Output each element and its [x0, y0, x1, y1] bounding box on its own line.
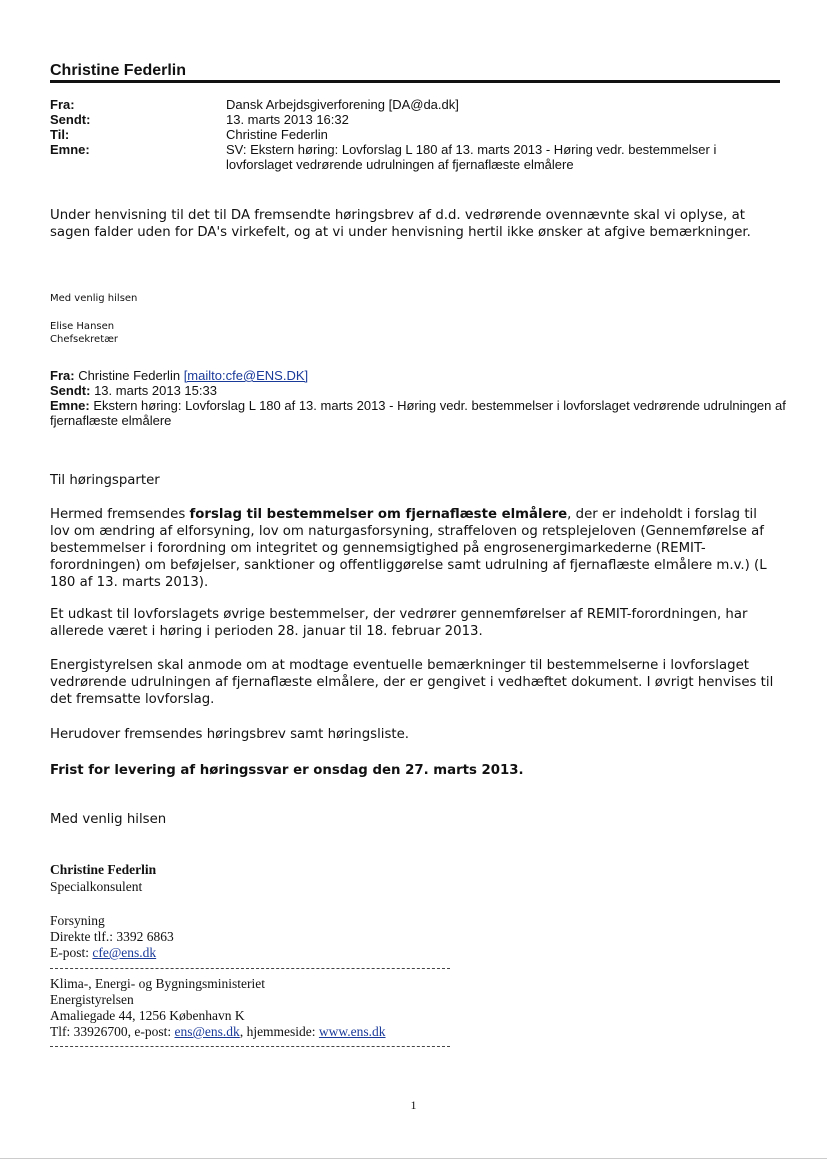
email-header [50, 97, 766, 172]
signature-email-link[interactable]: cfe@ens.dk [92, 945, 157, 960]
forward-from-line [50, 368, 790, 383]
p1-intro: Hermed fremsendes [50, 507, 190, 522]
forward-sent-line [50, 383, 790, 398]
signature-web-prefix: , hjemmeside: [239, 1024, 316, 1039]
signature-phone-label: Direkte tlf.: [50, 929, 113, 944]
p1-bold: forslag til bestemmelser om fjernaflæste elmålere [189, 507, 568, 522]
forward-header [50, 368, 790, 428]
letter-deadline: Frist for levering af høringssvar er onsdag den 27. marts 2013. [50, 763, 524, 778]
forward-sent-value: 13. marts 2013 15:33 [94, 383, 217, 398]
reply-greeting: Med venlig hilsen [50, 293, 138, 304]
header-subject-value: SV: Ekstern høring: Lovforslag L 180 af 13. marts 2013 - Høring vedr. bestemmelser i lovforslaget vedrørende udrulningen af fjernaflæste elmålere [226, 142, 717, 172]
header-sent-value: 13. marts 2013 16:32 [226, 112, 349, 127]
signature-phone-line [50, 929, 174, 945]
forward-subject-label: Emne: [50, 398, 90, 413]
page-number: 1 [410, 1098, 417, 1112]
forward-subject-value: Ekstern høring: Lovforslag L 180 af 13. marts 2013 - Høring vedr. bestemmelser i lovforslaget vedrørende udrulningen af fjernaflæste elmålere [50, 398, 786, 428]
signature-address: Amaliegade 44, 1256 København K [50, 1008, 245, 1023]
letter-paragraph-1 [50, 506, 780, 591]
signature-agency-email-link[interactable]: ens@ens.dk [174, 1024, 240, 1039]
header-from-label: Fra: [50, 97, 75, 112]
signature-agency: Energistyrelsen [50, 992, 134, 1007]
header-subject-row [50, 142, 766, 172]
header-subject-label: Emne: [50, 142, 90, 157]
page-bottom-edge [0, 1158, 827, 1159]
header-from-value: Dansk Arbejdsgiverforening [DA@da.dk] [226, 97, 459, 112]
forward-mailto-link[interactable]: [mailto:cfe@ENS.DK] [183, 368, 309, 383]
letter-paragraph-4: Herudover fremsendes høringsbrev samt høringsliste. [50, 727, 410, 742]
signature-name: Christine Federlin [50, 862, 157, 877]
letter-closing: Med venlig hilsen [50, 812, 167, 827]
header-sent-label: Sendt: [50, 112, 91, 127]
signature-email-label: E-post: [50, 945, 89, 960]
forward-subject-line [50, 398, 790, 428]
forward-sent-label: Sendt: [50, 383, 91, 398]
signature-email-line [50, 945, 156, 961]
header-from-row [50, 97, 766, 112]
header-sent-row [50, 112, 766, 127]
p1-rest: , der er indeholdt i forslag til lov om ændring af elforsyning, lov om naturgasforsyning, straffeloven og retsplejeloven (Gennemførelse af bestemmelser i forordning om integritet og gennemsigtighed på engrosenergimarkederne (REMIT-forordningen) om beføjelser, sanktioner og offentliggørelse samt udrulning af fjernaflæste elmålere m.v.) (L 180 af 13. marts 2013). [50, 507, 767, 590]
signature-phone: 3392 6863 [116, 929, 174, 944]
forward-from-name: Christine Federlin [78, 368, 181, 383]
reply-role: Chefsekretær [50, 334, 119, 345]
signature-dept: Forsyning [50, 913, 105, 928]
header-to-label: Til: [50, 127, 70, 142]
signature-tlf-prefix: Tlf: 33926700, e-post: [50, 1024, 172, 1039]
forward-from-label: Fra: [50, 368, 75, 383]
reply-name: Elise Hansen [50, 321, 115, 332]
header-to-row [50, 127, 766, 142]
document-title: Christine Federlin [50, 62, 187, 79]
letter-paragraph-3: Energistyrelsen skal anmode om at modtage eventuelle bemærkninger til bestemmelserne i lovforslaget vedrørende udrulningen af fjernaflæste elmålere, der er gengivet i vedhæftet dokument. I øvrigt henvises til det fremsatte lovforslag. [50, 658, 774, 707]
signature-ministry: Klima-, Energi- og Bygningsministeriet [50, 976, 265, 991]
signature-title: Specialkonsulent [50, 879, 143, 894]
reply-text: Under henvisning til det til DA fremsendte høringsbrev af d.d. vedrørende ovennævnte skal vi oplyse, at sagen falder uden for DA's virkefelt, og at vi under henvisning hertil ikke ønsker at afgive bemærkninger. [50, 208, 751, 240]
signature-divider-top [50, 968, 450, 969]
title-rule [50, 80, 780, 83]
signature-contact-line [50, 1024, 386, 1040]
signature-website-link[interactable]: www.ens.dk [318, 1024, 386, 1039]
letter-salutation: Til høringsparter [50, 473, 160, 488]
signature-divider-bottom [50, 1046, 450, 1047]
header-to-value: Christine Federlin [226, 127, 328, 142]
letter-paragraph-2: Et udkast til lovforslagets øvrige bestemmelser, der vedrører gennemførelser af REMIT-forordningen, har allerede været i høring i perioden 28. januar til 18. februar 2013. [50, 607, 748, 639]
